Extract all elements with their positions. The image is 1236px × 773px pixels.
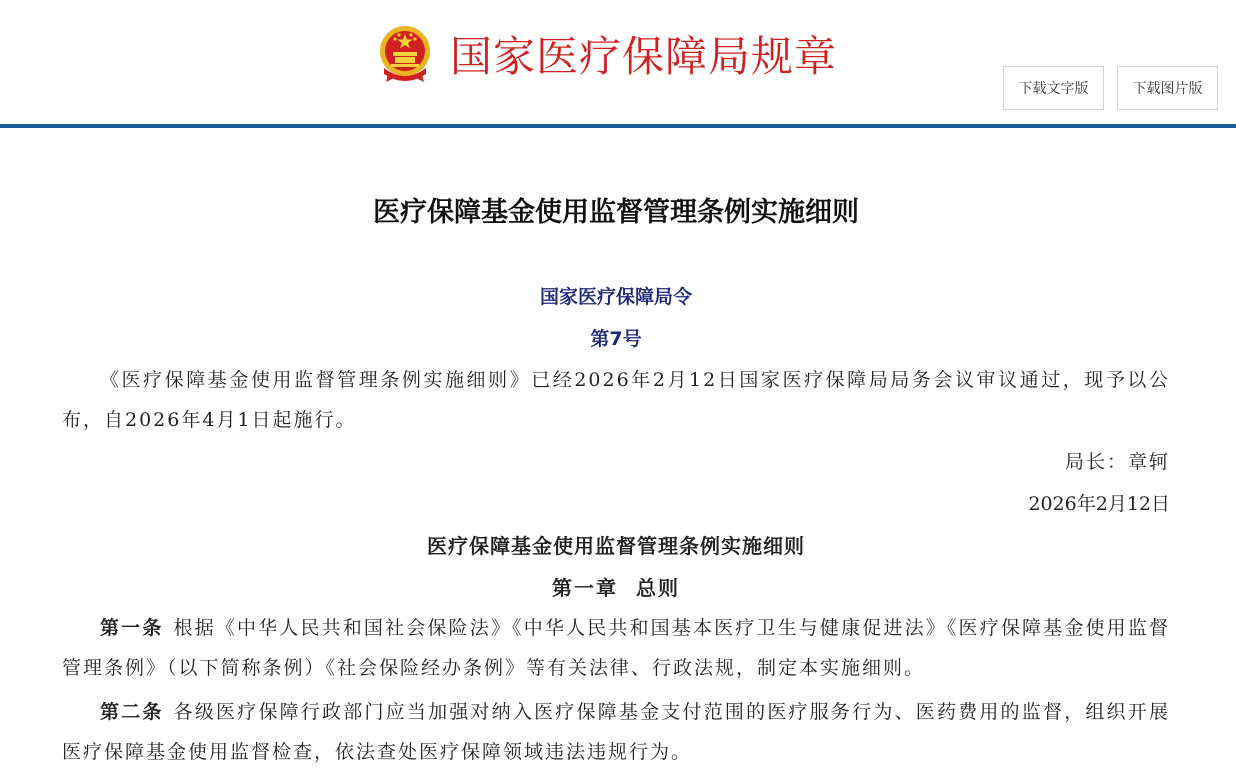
article-label: 第一条 — [100, 617, 164, 639]
article-paragraph — [62, 608, 1170, 688]
chapter-title — [62, 568, 1170, 608]
download-text-button[interactable]: 下载文字版 — [1003, 66, 1104, 110]
page-header — [0, 0, 1236, 126]
header-divider — [0, 124, 1236, 128]
article-text: 各级医疗保障行政部门应当加强对纳入医疗保障基金支付范围的医疗服务行为、医药费用的监督，组织开展医疗保障基金使用监督检查，依法查处医疗保障领域违法违规行为。 — [62, 701, 1170, 763]
regulation-title: 医疗保障基金使用监督管理条例实施细则 — [427, 534, 805, 558]
order-number: 第7号 — [590, 328, 642, 350]
article-text: 根据《中华人民共和国社会保险法》《中华人民共和国基本医疗卫生与健康促进法》《医疗保障基金使用监督管理条例》（以下简称条例）《社会保险经办条例》等有关法律、行政法规，制定本实施细则。 — [62, 617, 1170, 679]
document-title: 医疗保障基金使用监督管理条例实施细则 — [373, 197, 859, 228]
sign-date: 2026年2月12日 — [1028, 493, 1170, 515]
site-title: 国家医疗保障局规章 — [450, 32, 838, 81]
site-brand — [376, 22, 837, 86]
download-image-button[interactable]: 下载图片版 — [1117, 66, 1218, 110]
national-emblem-icon — [376, 24, 434, 84]
order-issuer: 国家医疗保障局令 — [539, 286, 692, 308]
announcement-paragraph: 《医疗保障基金使用监督管理条例实施细则》已经2026年2月12日国家医疗保障局局务会议审议通过，现予以公布，自2026年4月1日起施行。 — [62, 369, 1170, 431]
article-label: 第二条 — [100, 701, 164, 723]
article-paragraph — [62, 692, 1170, 772]
chapter-title-text: 第一章 总则 — [552, 576, 680, 600]
signer: 局长：章轲 — [1064, 451, 1170, 473]
